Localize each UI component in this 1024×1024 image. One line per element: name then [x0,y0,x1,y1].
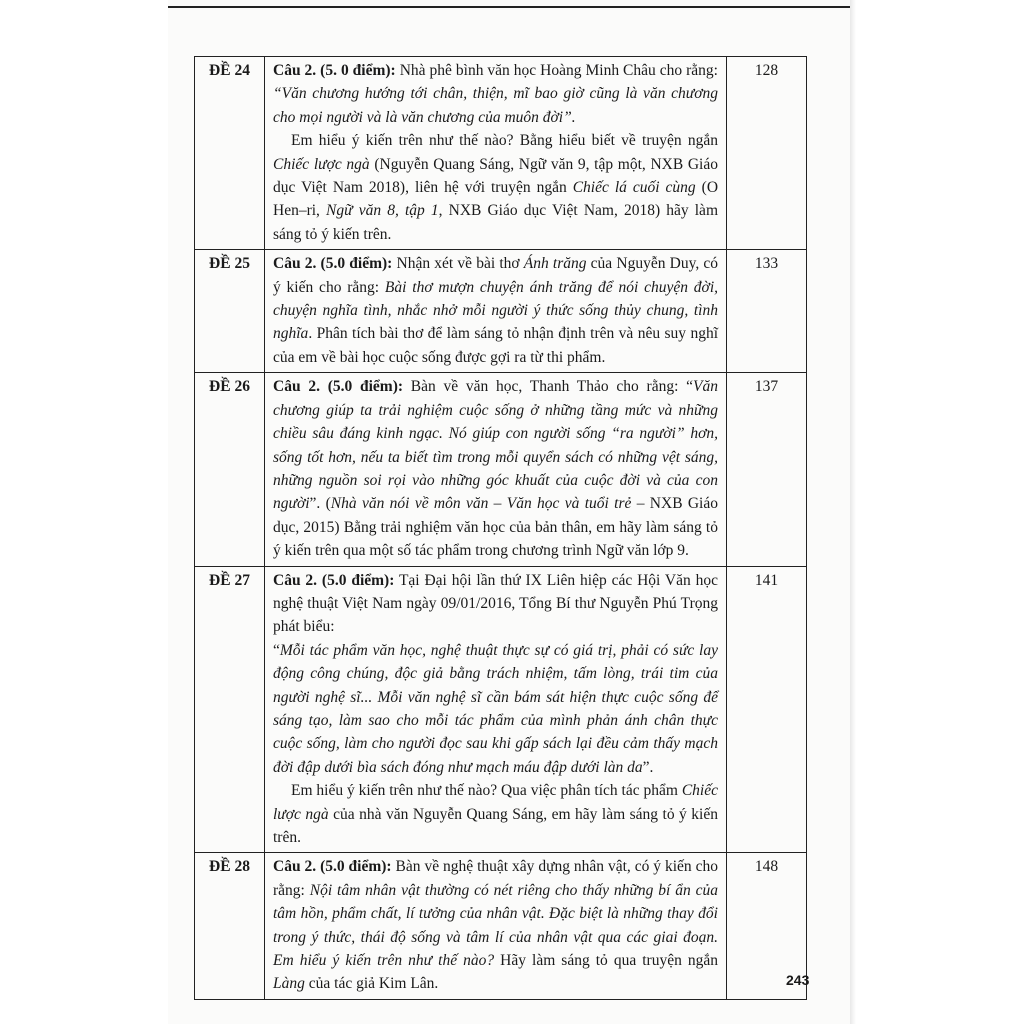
page-edge [850,0,856,1024]
question-text: Em hiểu ý kiến trên như thế nào? Bằng hiểu biết về truyện ngắn [291,132,718,150]
question-text: Nội tâm nhân vật thường có nét riêng cho thấy những bí ẩn của tâm hồn, phẩm chất, lí tưởng của nhân vật. Đặc biệt là những thay đổi trong ý thức, thái độ sống và tâm lí của nhân vật qua các giai đoạn. Em hiểu ý kiến trên như thế nào? [273,881,718,970]
question-text: Ngữ văn 8, tập 1 [326,202,439,220]
question-label: Câu 2. (5.0 điểm): [273,571,395,589]
question-text: Chiếc lược ngà [273,155,370,173]
question-paragraph [273,855,718,995]
exam-table [194,56,810,1000]
exam-code: ĐỀ 24 [195,57,265,250]
question-text: . Phân tích bài thơ để làm sáng tỏ nhận định trên và nêu suy nghĩ của em về bài học cuộc sống được gợi ra từ thi phẩm. [273,325,718,366]
question-paragraph [273,59,718,129]
question-text: Làng [273,975,305,993]
question-text: của Nguyễn Duy, có ý kiến cho rằng: [273,255,719,296]
question-text: Nhà phê bình văn học Hoàng Minh Châu cho rằng: [395,62,718,79]
question-text: Ánh trăng [523,255,587,273]
question-text: Hãy làm sáng tỏ qua truyện ngắn [494,952,719,970]
question-label: Câu 2. (5.0 điểm): [273,255,393,273]
question-text: Bàn về văn học, Thanh Thảo cho rằng: “ [403,378,694,396]
exam-row [195,250,807,373]
question-text: Chiếc lược ngà [273,782,718,823]
question-paragraph [273,779,718,849]
question-paragraph [273,129,718,246]
question-text: Văn chương giúp ta trải nghiệm cuộc sống ở những tầng mức và những chiều sâu đáng kinh ngạc. Nó giúp con người sống “ra người” hơn, sống tốt hơn, nếu ta biết tìm trong mỗi quyển sách có những vệt sáng, những nguồn soi rọi vào những góc khuất của cuộc đời và của con người [273,378,718,513]
exam-code: ĐỀ 27 [195,566,265,853]
exam-question [265,57,727,250]
question-text: – NXB Giáo dục, 2015) Bằng trải nghiệm văn học của bản thân, em hãy làm sáng tỏ ý kiến trên qua một số tác phẩm trong chương trình Ngữ văn lớp 9. [273,495,718,560]
exam-code: ĐỀ 28 [195,853,265,999]
exam-question [265,853,727,999]
question-text: , NXB Giáo dục Việt Nam, 2018) hãy làm sáng tỏ ý kiến trên. [273,202,718,243]
question-label: Câu 2. (5.0 điểm): [273,378,404,396]
page-number: 243 [786,972,810,988]
question-text: Nhận xét về bài thơ [392,255,524,273]
exam-question [265,373,727,566]
question-text: Bàn về nghệ thuật xây dựng nhân vật, có ý kiến cho rằng: [273,858,718,899]
question-text: (O Hen–ri, [273,179,719,220]
question-paragraph [273,252,718,369]
question-text: Tại Đại hội lần thứ IX Liên hiệp các Hội Văn học nghệ thuật Việt Nam ngày 09/01/2016, Tổng Bí thư Nguyễn Phú Trọng phát biểu: [273,571,718,636]
question-text: của nhà văn Nguyễn Quang Sáng, em hãy làm sáng tỏ ý kiến trên. [273,805,718,846]
question-text: “ [273,641,280,659]
question-label: Câu 2. (5. 0 điểm): [273,62,396,79]
exam-row [195,57,807,250]
answer-page: 148 [727,853,807,999]
exam-question [265,566,727,853]
question-text: Em hiểu ý kiến trên như thế nào? Qua việc phân tích tác phẩm [291,782,682,800]
question-text: Nhà văn nói về môn văn – Văn học và tuổi trẻ [330,495,632,513]
answer-page: 128 [727,57,807,250]
question-text: Chiếc lá cuối cùng [572,179,696,197]
exam-row [195,373,807,566]
exam-row [195,566,807,853]
question-paragraph [273,569,718,639]
question-paragraph [273,639,718,779]
question-text: “Văn chương hướng tới chân, thiện, mĩ bao giờ cũng là văn chương cho mọi người và là văn chương của muôn đời”. [273,85,718,126]
question-text: ”. [642,758,654,776]
exam-question [265,250,727,373]
question-label: Câu 2. (5.0 điểm): [273,858,392,876]
answer-page: 141 [727,566,807,853]
answer-page: 137 [727,373,807,566]
question-text: của tác giả Kim Lân. [304,975,439,993]
exam-code: ĐỀ 26 [195,373,265,566]
question-paragraph [273,375,718,562]
exam-row [195,853,807,999]
question-text: (Nguyễn Quang Sáng, Ngữ văn 9, tập một, NXB Giáo dục Việt Nam 2018), liên hệ với truyện ngắn [273,155,718,197]
answer-page: 133 [727,250,807,373]
exam-code: ĐỀ 25 [195,250,265,373]
question-text: ”. ( [309,495,331,513]
question-text: Bài thơ mượn chuyện ánh trăng để nói chuyện đời, chuyện nghĩa tình, nhắc nhở mỗi người ý thức sống thủy chung, tình nghĩa [273,278,719,343]
top-rule [168,6,854,8]
question-text: Mỗi tác phẩm văn học, nghệ thuật thực sự có giá trị, phải có sức lay động công chúng, độc giả bằng trách nhiệm, tấm lòng, trái tim của người nghệ sĩ... Mỗi văn nghệ sĩ cần bám sát hiện thực cuộc sống để sáng tạo, làm sao cho mỗi tác phẩm của mình phản ánh chân thực cuộc sống, làm cho người đọc sau khi gấp sách lại đều cảm thấy mạch đời đập dưới bìa sách đóng như mạch máu đập dưới làn da [273,641,718,776]
